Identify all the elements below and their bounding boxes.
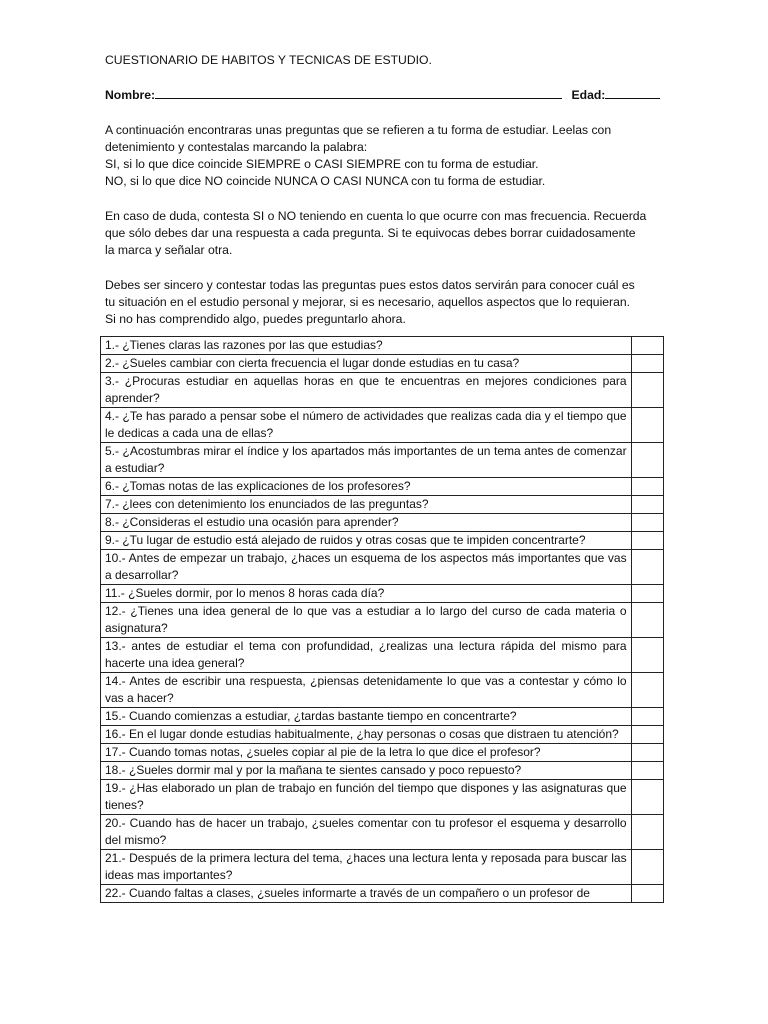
answer-cell[interactable] xyxy=(631,550,663,585)
question-text: 13.- antes de estudiar el tema con profundidad, ¿realizas una lectura rápida del mismo para hacerte una idea general? xyxy=(101,638,632,673)
answer-cell[interactable] xyxy=(631,443,663,478)
answer-cell[interactable] xyxy=(631,373,663,408)
table-row xyxy=(101,762,664,780)
question-text: 7.- ¿lees con detenimiento los enunciados de las preguntas? xyxy=(101,496,632,514)
intro-paragraph xyxy=(105,122,661,190)
table-row xyxy=(101,850,664,885)
table-row xyxy=(101,708,664,726)
answer-cell[interactable] xyxy=(631,780,663,815)
age-blank[interactable] xyxy=(605,87,660,99)
age-label: Edad: xyxy=(571,88,606,102)
table-row xyxy=(101,443,664,478)
sincere-line: tu situación en el estudio personal y mejorar, si es necesario, aquellos aspectos que lo requieran. xyxy=(105,295,631,309)
doubt-line: que sólo debes dar una respuesta a cada pregunta. Si te equivocas debes borrar cuidadosamente xyxy=(105,226,636,240)
question-text: 8.- ¿Consideras el estudio una ocasión para aprender? xyxy=(101,514,632,532)
question-text: 19.- ¿Has elaborado un plan de trabajo en función del tiempo que dispones y las asignaturas que tienes? xyxy=(101,780,632,815)
answer-cell[interactable] xyxy=(631,496,663,514)
answer-cell[interactable] xyxy=(631,355,663,373)
sincere-paragraph xyxy=(105,277,661,328)
answer-cell[interactable] xyxy=(631,603,663,638)
table-row xyxy=(101,885,664,903)
doubt-line: En caso de duda, contesta SI o NO teniendo en cuenta lo que ocurre con mas frecuencia. Recuerda xyxy=(105,209,647,223)
intro-line: SI, si lo que dice coincide SIEMPRE o CASI SIEMPRE con tu forma de estudiar. xyxy=(105,157,539,171)
table-row xyxy=(101,815,664,850)
table-row xyxy=(101,408,664,443)
question-text: 22.- Cuando faltas a clases, ¿sueles informarte a través de un compañero o un profesor de xyxy=(101,885,632,903)
answer-cell[interactable] xyxy=(631,585,663,603)
table-row xyxy=(101,478,664,496)
answer-cell[interactable] xyxy=(631,673,663,708)
intro-line: detenimiento y contestalas marcando la palabra: xyxy=(105,140,368,154)
question-text: 9.- ¿Tu lugar de estudio está alejado de ruidos y otras cosas que te impiden concentrarte? xyxy=(101,532,632,550)
question-text: 21.- Después de la primera lectura del tema, ¿haces una lectura lenta y reposada para buscar las ideas mas importantes? xyxy=(101,850,632,885)
answer-cell[interactable] xyxy=(631,478,663,496)
table-row xyxy=(101,726,664,744)
question-text: 14.- Antes de escribir una respuesta, ¿piensas detenidamente lo que vas a contestar y cómo lo vas a hacer? xyxy=(101,673,632,708)
answer-cell[interactable] xyxy=(631,638,663,673)
answer-cell[interactable] xyxy=(631,726,663,744)
table-row xyxy=(101,585,664,603)
question-text: 18.- ¿Sueles dormir mal y por la mañana te sientes cansado y poco repuesto? xyxy=(101,762,632,780)
question-text: 3.- ¿Procuras estudiar en aquellas horas en que te encuentras en mejores condiciones para aprender? xyxy=(101,373,632,408)
table-row xyxy=(101,373,664,408)
answer-cell[interactable] xyxy=(631,762,663,780)
intro-line: A continuación encontraras unas preguntas que se refieren a tu forma de estudiar. Leelas con xyxy=(105,123,612,137)
questionnaire-page xyxy=(105,52,661,346)
sincere-line: Si no has comprendido algo, puedes preguntarlo ahora. xyxy=(105,312,406,326)
doubt-paragraph xyxy=(105,208,661,259)
questions-table xyxy=(100,336,664,903)
answer-cell[interactable] xyxy=(631,850,663,885)
sincere-line: Debes ser sincero y contestar todas las preguntas pues estos datos servirán para conocer cuál es xyxy=(105,278,635,292)
question-text: 5.- ¿Acostumbras mirar el índice y los apartados más importantes de un tema antes de comenzar a estudiar? xyxy=(101,443,632,478)
answer-cell[interactable] xyxy=(631,337,663,355)
table-row xyxy=(101,496,664,514)
table-row xyxy=(101,780,664,815)
answer-cell[interactable] xyxy=(631,744,663,762)
question-text: 4.- ¿Te has parado a pensar sobe el número de actividades que realizas cada dia y el tiempo que le dedicas a cada una de ellas? xyxy=(101,408,632,443)
question-text: 2.- ¿Sueles cambiar con cierta frecuencia el lugar donde estudias en tu casa? xyxy=(101,355,632,373)
answer-cell[interactable] xyxy=(631,885,663,903)
question-text: 11.- ¿Sueles dormir, por lo menos 8 horas cada día? xyxy=(101,585,632,603)
table-row xyxy=(101,638,664,673)
intro-line: NO, si lo que dice NO coincide NUNCA O CASI NUNCA con tu forma de estudiar. xyxy=(105,174,546,188)
question-text: 10.- Antes de empezar un trabajo, ¿haces un esquema de los aspectos más importantes que vas a desarrollar? xyxy=(101,550,632,585)
name-label: Nombre: xyxy=(105,88,156,102)
question-text: 1.- ¿Tienes claras las razones por las que estudias? xyxy=(101,337,632,355)
question-text: 17.- Cuando tomas notas, ¿sueles copiar al pie de la letra lo que dice el profesor? xyxy=(101,744,632,762)
table-row xyxy=(101,550,664,585)
answer-cell[interactable] xyxy=(631,514,663,532)
table-row xyxy=(101,355,664,373)
table-row xyxy=(101,532,664,550)
document-title: CUESTIONARIO DE HABITOS Y TECNICAS DE ESTUDIO. xyxy=(105,53,432,67)
table-row xyxy=(101,673,664,708)
question-text: 20.- Cuando has de hacer un trabajo, ¿sueles comentar con tu profesor el esquema y desarrollo del mismo? xyxy=(101,815,632,850)
answer-cell[interactable] xyxy=(631,408,663,443)
table-row xyxy=(101,603,664,638)
question-text: 12.- ¿Tienes una idea general de lo que vas a estudiar a lo largo del curso de cada materia o asignatura? xyxy=(101,603,632,638)
answer-cell[interactable] xyxy=(631,532,663,550)
question-text: 6.- ¿Tomas notas de las explicaciones de los profesores? xyxy=(101,478,632,496)
doubt-line: la marca y señalar otra. xyxy=(105,243,233,257)
table-row xyxy=(101,744,664,762)
question-text: 16.- En el lugar donde estudias habitualmente, ¿hay personas o cosas que distraen tu atención? xyxy=(101,726,632,744)
table-row xyxy=(101,337,664,355)
question-text: 15.- Cuando comienzas a estudiar, ¿tardas bastante tiempo en concentrarte? xyxy=(101,708,632,726)
answer-cell[interactable] xyxy=(631,815,663,850)
name-blank[interactable] xyxy=(155,87,562,99)
table-row xyxy=(101,514,664,532)
answer-cell[interactable] xyxy=(631,708,663,726)
name-age-line xyxy=(105,87,661,104)
